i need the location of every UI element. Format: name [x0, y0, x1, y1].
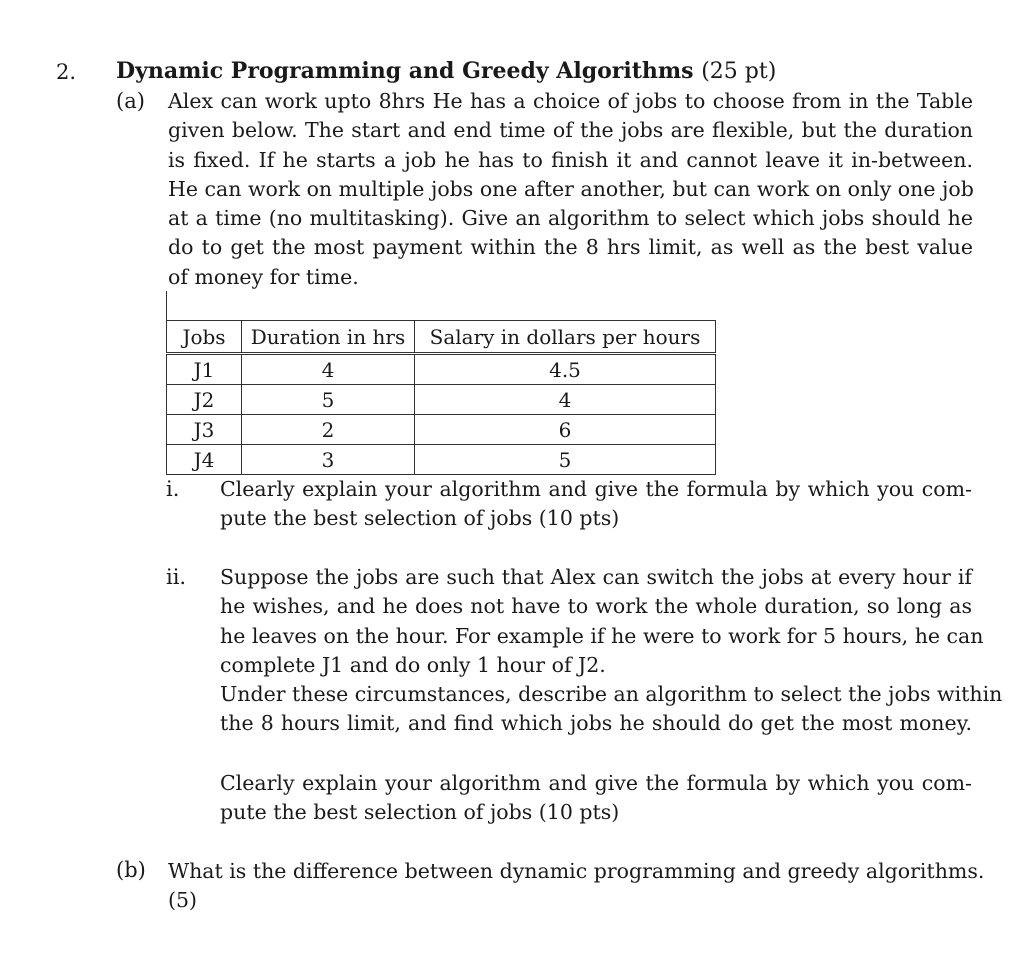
sub-ii-line: Clearly explain your algorithm and give the formula by which you com-	[220, 771, 972, 795]
header-jobs: Jobs	[167, 321, 242, 354]
part-a-line: is fixed. If he starts a job he has to finish it and cannot leave it in-between.	[168, 147, 973, 172]
table-row	[167, 385, 716, 415]
sub-i-line: Clearly explain your algorithm and give the formula by which you com-	[220, 477, 972, 501]
part-b-label: (b)	[116, 858, 146, 882]
cell-job: J4	[167, 445, 242, 475]
part-a-line: Alex can work upto 8hrs He has a choice of jobs to choose from in the Table	[168, 89, 973, 113]
sub-ii-line: Suppose the jobs are such that Alex can switch the jobs at every hour if	[220, 565, 972, 589]
table-header-row	[167, 321, 716, 354]
table-left-rule	[166, 291, 167, 321]
cell-duration: 5	[242, 385, 415, 415]
part-a-line: given below. The start and end time of the jobs are flexible, but the duration	[168, 118, 973, 143]
header-duration: Duration in hrs	[242, 321, 415, 354]
part-b-line: (5)	[168, 888, 198, 913]
cell-salary: 5	[415, 445, 716, 475]
question-title	[116, 58, 776, 84]
table-row	[167, 445, 716, 475]
part-b-text	[168, 857, 985, 916]
sub-ii-line: the 8 hours limit, and find which jobs he should do get the most money.	[220, 711, 972, 736]
sub-ii-line: he wishes, and he does not have to work the whole duration, so long as	[220, 594, 972, 619]
cell-salary: 6	[415, 415, 716, 445]
table-row	[167, 415, 716, 445]
sub-ii-text-2	[220, 769, 972, 828]
cell-salary: 4.5	[415, 354, 716, 385]
part-a-text	[168, 87, 973, 292]
cell-duration: 2	[242, 415, 415, 445]
sub-i-label: i.	[166, 477, 180, 501]
question-points: (25 pt)	[701, 59, 777, 84]
cell-duration: 4	[242, 354, 415, 385]
cell-duration: 3	[242, 445, 415, 475]
jobs-table	[166, 320, 716, 475]
sub-ii-line: complete J1 and do only 1 hour of J2.	[220, 652, 606, 677]
sub-i-line: pute the best selection of jobs (10 pts)	[220, 506, 620, 531]
sub-ii-line: he leaves on the hour. For example if he were to work for 5 hours, he can	[220, 623, 984, 648]
cell-salary: 4	[415, 385, 716, 415]
sub-ii-line: Under these circumstances, describe an algorithm to select the jobs within	[220, 682, 1003, 707]
table-row	[167, 354, 716, 385]
part-a-line: at a time (no multitasking). Give an algorithm to select which jobs should he	[168, 206, 973, 231]
sub-ii-text	[220, 563, 1003, 739]
sub-ii-label: ii.	[166, 565, 187, 589]
part-a-line: of money for time.	[168, 264, 359, 289]
question-title-text: Dynamic Programming and Greedy Algorithms	[116, 58, 694, 84]
cell-job: J3	[167, 415, 242, 445]
part-a-line: do to get the most payment within the 8 hrs limit, as well as the best value	[168, 235, 973, 260]
part-b-line: What is the difference between dynamic programming and greedy algorithms.	[168, 859, 985, 883]
question-number: 2.	[56, 60, 77, 84]
header-salary: Salary in dollars per hours	[415, 321, 716, 354]
sub-ii-line: pute the best selection of jobs (10 pts)	[220, 800, 620, 825]
cell-job: J1	[167, 354, 242, 385]
cell-job: J2	[167, 385, 242, 415]
part-a-label: (a)	[116, 89, 145, 113]
part-a-line: He can work on multiple jobs one after another, but can work on only one job	[168, 176, 974, 201]
sub-i-text	[220, 475, 972, 534]
